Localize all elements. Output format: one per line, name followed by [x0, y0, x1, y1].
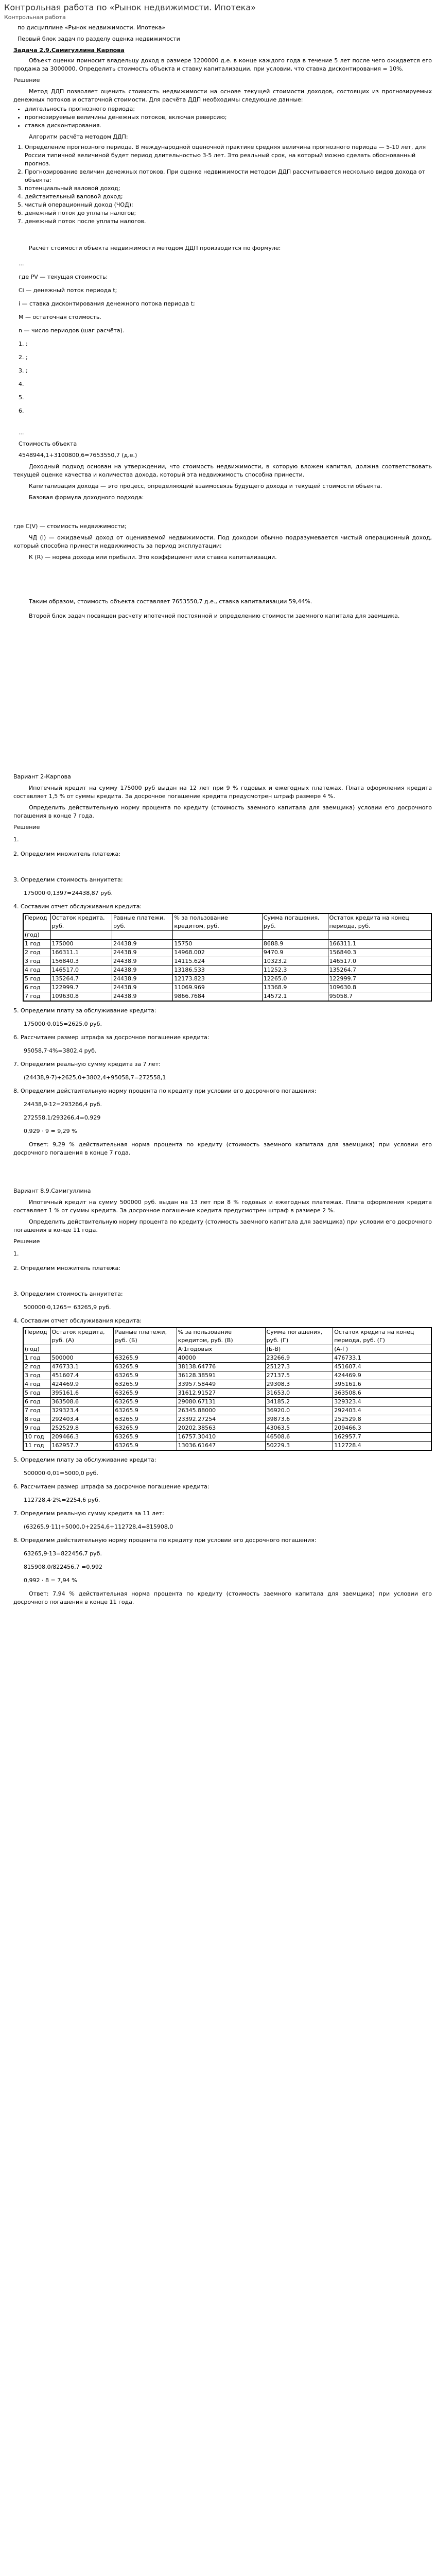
calc-step: 1. — [13, 1250, 19, 1257]
calc-value: 272558,1/293266,4=0,929 — [24, 1114, 101, 1121]
table-cell: 156840.3 — [328, 948, 431, 957]
table-cell: 12173.823 — [173, 975, 263, 984]
calc-step: 8. Определим действительную норму процента по кредиту при условии его досрочного погашения: — [13, 1088, 317, 1094]
calc-step: 2. Определим множитель платежа: — [13, 1265, 120, 1272]
table-cell: 476733.1 — [333, 1354, 431, 1363]
calc-step: 3. ; — [19, 367, 28, 374]
table-cell: 162957.7 — [333, 1433, 431, 1442]
formula-placeholder: ... — [19, 260, 24, 267]
chod-line: ЧД (I) — ожидаемый доход от оцениваемой недвижимости. Под доходом обычно подразумевается чистый операционный доход, который способна принести недвижимость за период эксплуатации; — [13, 534, 432, 549]
table-subheader-row — [23, 1345, 431, 1354]
calc-value: 63265,9·13=822456,7 руб. — [24, 1550, 102, 1557]
table-cell: 63265.9 — [114, 1415, 177, 1424]
table-row — [23, 1371, 431, 1380]
list-item: 7. денежный поток после уплаты налогов. — [25, 217, 432, 226]
income-approach-text: Доходный подход основан на утверждении, что стоимость недвижимости, в которую вложен капитал, должна соответствовать текущей оценке качества и количества дохода, который эта недвижимость способна принести. — [13, 463, 432, 478]
table-cell: 146517.0 — [328, 957, 431, 966]
table-cell: 33957.58449 — [177, 1380, 265, 1389]
table-cell: 4 год — [23, 966, 50, 975]
calc-step: 1. — [13, 836, 19, 843]
calc-step: 6. — [19, 408, 24, 414]
table-row — [23, 948, 431, 957]
task-text: Объект оценки приносит владельцу доход в размере 1200000 д.е. в конце каждого года в течение 5 лет после чего ожидается его продажа за 3000000. Определить стоимость объекта и ставку капитализации, при условии, что ставка дисконтирования = 10%. — [13, 57, 432, 72]
table-cell: 122999.7 — [328, 975, 431, 984]
table-cell: 63265.9 — [114, 1406, 177, 1415]
calc-step: 6. Рассчитаем размер штрафа за досрочное погашение кредита: — [13, 1034, 210, 1041]
table-cell: 135264.7 — [50, 975, 112, 984]
calc-step: 5. Определим плату за обслуживание кредита: — [13, 1007, 156, 1014]
table-cell: 5 год — [23, 975, 50, 984]
formula-vars — [19, 260, 432, 460]
table-row — [23, 966, 431, 975]
table-cell: 31612.91527 — [177, 1389, 265, 1398]
list-item: • ставка дисконтирования. — [25, 122, 432, 130]
table-cell: 10323.2 — [262, 957, 328, 966]
table-cell: 162957.7 — [50, 1442, 114, 1451]
table-cell: 1 год — [23, 1354, 50, 1363]
table-cell: 9 год — [23, 1424, 50, 1433]
list-item: 3. потенциальный валовой доход; — [25, 184, 432, 193]
list-item: 5. чистый операционный доход (ЧОД); — [25, 201, 432, 209]
formula-label: Расчёт стоимости объекта недвижимости методом ДДП производится по формуле: — [29, 245, 281, 251]
table-row — [23, 1398, 431, 1406]
table-cell: 29308.3 — [265, 1380, 333, 1389]
table-cell — [112, 931, 172, 940]
table-header-cell: Остаток кредита на конец периода, руб. — [328, 913, 431, 931]
calc-value: 95058,7·4%=3802,4 руб. — [24, 1047, 97, 1054]
table-cell: 209466.3 — [50, 1433, 114, 1442]
cost-label: Стоимость объекта — [19, 440, 77, 447]
table-cell: 329323.4 — [333, 1398, 431, 1406]
table-cell — [328, 931, 431, 940]
variant-heading: Вариант 2-Карпова — [13, 773, 71, 780]
table-cell: 156840.3 — [50, 957, 112, 966]
table-cell: 36128.38591 — [177, 1371, 265, 1380]
table-cell: 6 год — [23, 1398, 50, 1406]
table-cell: 10 год — [23, 1433, 50, 1442]
second-block-intro: Второй блок задач посвящен расчету ипотечной постоянной и определению стоимости заемного капитала для заемщика. — [29, 613, 400, 619]
table-row — [23, 1380, 431, 1389]
table-header-cell: % за пользование кредитом, руб. (В) — [177, 1328, 265, 1345]
variant-question: Определить действительную норму процента по кредиту (стоимость заемного капитала для заемщика) условии его досрочного погашения в конце 7 года. — [13, 804, 432, 819]
block-line: Первый блок задач по разделу оценка недвижимости — [18, 36, 180, 42]
variant-2-section — [13, 773, 432, 1157]
table-cell: 34185.2 — [265, 1398, 333, 1406]
variant-text: Ипотечный кредит на сумму 500000 руб. выдан на 13 лет при 8 % годовых и ежегодных платежах. Плата оформления кредита составляет 1 % от суммы кредита. За досрочное погашение кредита предусмотрен штраф в размере 2 %. — [13, 1199, 432, 1214]
table-cell: 63265.9 — [114, 1354, 177, 1363]
table-cell: 7 год — [23, 1406, 50, 1415]
table-header-cell: Равные платежи, руб. — [112, 913, 172, 931]
calc-step: 4. Составим отчет обслуживания кредита: — [13, 903, 142, 910]
table-cell: 6 год — [23, 984, 50, 992]
table-cell: 14968.002 — [173, 948, 263, 957]
table-cell: 63265.9 — [114, 1371, 177, 1380]
table-cell: 1 год — [23, 940, 50, 948]
table-cell: 329323.4 — [50, 1406, 114, 1415]
table-header-cell: Период — [23, 1328, 50, 1345]
discipline-line: по дисциплине «Рынок недвижимости. Ипотека» — [18, 24, 166, 31]
table-cell: 500000 — [50, 1354, 114, 1363]
table-cell: 14115.624 — [173, 957, 263, 966]
variant-text: Ипотечный кредит на сумму 175000 руб выдан на 12 лет при 9 % годовых и ежегодных платежах. Плата оформления кредита составляет 1,5 % от суммы кредита. За досрочное погашение кредита предусмотрен штраф размере 4 %. — [13, 785, 432, 800]
table-header-cell: Остаток кредита, руб. (А) — [50, 1328, 114, 1345]
table-cell: 31653.0 — [265, 1389, 333, 1398]
table-cell: А·1годовых — [177, 1345, 265, 1354]
calc-step: 4. Составим отчет обслуживания кредита: — [13, 1317, 142, 1324]
variant-question: Определить действительную норму процента по кредиту (стоимость заемного капитала для заемщика) при условии его досрочного погашения в конце 11 года. — [13, 1218, 432, 1233]
table-cell: 292403.4 — [50, 1415, 114, 1424]
list-item: 2. Прогнозирование величин денежных потоков. При оценке недвижимости методом ДДП рассчитывается несколько видов дохода от объекта: — [25, 168, 432, 184]
table-cell: 209466.3 — [333, 1424, 431, 1433]
table-cell: 2 год — [23, 948, 50, 957]
table-cell: 38138.64776 — [177, 1363, 265, 1371]
table-row — [23, 1424, 431, 1433]
algo-steps — [13, 143, 432, 226]
table-header-cell: Сумма погашения, руб. — [262, 913, 328, 931]
calc-step: 6. Рассчитаем размер штрафа за досрочное погашение кредита: — [13, 1483, 210, 1490]
calc-value: (24438,9·7)+2625,0+3802,4+95058,7=272558,1 — [24, 1074, 166, 1081]
table-header-cell: Остаток кредита, руб. — [50, 913, 112, 931]
list-item: • длительность прогнозного периода; — [25, 105, 432, 113]
table-cell: 166311.1 — [328, 940, 431, 948]
ddp-intro: Метод ДДП позволяет оценить стоимость недвижимости на основе текущей стоимости доходов, состоящих из прогнозируемых денежных потоков и остаточной стоимости. Для расчёта ДДП необходимы следующие данные: — [13, 88, 432, 103]
table-row — [23, 1415, 431, 1424]
table-row — [23, 1363, 431, 1371]
calc-value: 112728,4·2%=2254,6 руб. — [24, 1497, 100, 1503]
cost-value: 4548944,1+3100800,6=7653550,7 (д.е.) — [19, 452, 137, 459]
table-cell: 7 год — [23, 992, 50, 1002]
calc-step: 5. Определим плату за обслуживание кредита: — [13, 1456, 156, 1463]
calc-value: 175000·0,015=2625,0 руб. — [24, 1021, 102, 1027]
table-cell: 24438.9 — [112, 966, 172, 975]
table-cell: 451607.4 — [50, 1371, 114, 1380]
table-cell: 29080.67131 — [177, 1398, 265, 1406]
table-cell: 63265.9 — [114, 1389, 177, 1398]
calc-step: 1. ; — [19, 341, 28, 347]
table-row — [23, 1406, 431, 1415]
calc-value: 24438,9·12=293266,4 руб. — [24, 1101, 102, 1108]
table-cell — [50, 931, 112, 940]
table-cell — [262, 931, 328, 940]
calc-step: 8. Определим действительную норму процента по кредиту при условии его досрочного погашения: — [13, 1537, 317, 1544]
answer-2: Ответ: 9,29 % действительная норма процента по кредиту (стоимость заемного капитала для заемщика) при условии его досрочного погашения в конце 7 года. — [13, 1141, 432, 1156]
table-cell: 24438.9 — [112, 992, 172, 1002]
table-cell: 50229.3 — [265, 1442, 333, 1451]
table-cell: 25127.3 — [265, 1363, 333, 1371]
list-item: 1. Определение прогнозного периода. В международной оценочной практике средняя величина прогнозного периода — 5-10 лет, для России типичной величиной будет период длительностью 3-5 лет. Это реальный срок, на который можно сделать обоснованный прогноз. — [25, 143, 432, 168]
table-cell: 39873.6 — [265, 1415, 333, 1424]
table-header-cell: Период — [23, 913, 50, 931]
calc-value: 815908,0/822456,7 =0,992 — [24, 1564, 102, 1570]
table-cell: 12265.0 — [262, 975, 328, 984]
calc-value: 0,992 · 8 = 7,94 % — [24, 1577, 77, 1584]
table-cell: 46508.6 — [265, 1433, 333, 1442]
table-cell: 122999.7 — [50, 984, 112, 992]
page-title: Контрольная работа по «Рынок недвижимости. Ипотека» — [4, 3, 256, 12]
solution-label: Решение — [13, 1238, 40, 1245]
intro-section — [13, 24, 432, 620]
table-cell: 363508.6 — [333, 1389, 431, 1398]
calc-value: 500000·0,01=5000,0 руб. — [24, 1470, 98, 1477]
table-cell: 363508.6 — [50, 1398, 114, 1406]
loan-schedule-table — [23, 913, 432, 1002]
table-row — [23, 975, 431, 984]
table-row — [23, 1442, 431, 1451]
table-cell: 24438.9 — [112, 940, 172, 948]
table-row — [23, 992, 431, 1002]
table-cell: 109630.8 — [50, 992, 112, 1002]
table-cell: 8688.9 — [262, 940, 328, 948]
table-cell: 95058.7 — [328, 992, 431, 1002]
table-cell: 16757.30410 — [177, 1433, 265, 1442]
table-row — [23, 1389, 431, 1398]
table-header-cell: Остаток кредита на конец периода, руб. (Г) — [333, 1328, 431, 1345]
calc-step: 5. — [19, 394, 24, 401]
table-header-row — [23, 913, 431, 931]
table-cell: 252529.8 — [50, 1424, 114, 1433]
table-cell: 9470.9 — [262, 948, 328, 957]
table-cell: 451607.4 — [333, 1363, 431, 1371]
table-row — [23, 1433, 431, 1442]
table-header-cell: % за пользование кредитом, руб. — [173, 913, 263, 931]
table-cell: 36920.0 — [265, 1406, 333, 1415]
table-header-row — [23, 1328, 431, 1345]
table-cell: 395161.6 — [50, 1389, 114, 1398]
table-cell: 4 год — [23, 1380, 50, 1389]
table-cell: 24438.9 — [112, 975, 172, 984]
table-cell: 112728.4 — [333, 1442, 431, 1451]
solution-label: Решение — [13, 824, 40, 831]
table-cell: 40000 — [177, 1354, 265, 1363]
table-cell: 14572.1 — [262, 992, 328, 1002]
table-cell — [50, 1345, 114, 1354]
calc-step: 2. ; — [19, 354, 28, 361]
table-cell: (Б-В) — [265, 1345, 333, 1354]
table-cell: 63265.9 — [114, 1380, 177, 1389]
answer-1: Таким образом, стоимость объекта составляет 7653550,7 д.е., ставка капитализации 59,44%. — [29, 598, 312, 605]
calc-value: (63265,9·11)+5000,0+2254,6+112728,4=815908,0 — [24, 1523, 173, 1530]
table-cell: 63265.9 — [114, 1433, 177, 1442]
table-cell: 11252.3 — [262, 966, 328, 975]
table-cell: 424469.9 — [333, 1371, 431, 1380]
calc-value: 500000·0,1265= 63265,9 руб. — [24, 1304, 111, 1311]
table-cell: 146517.0 — [50, 966, 112, 975]
algo-label: Алгоритм расчёта методом ДДП: — [29, 133, 128, 140]
table-cell: 395161.6 — [333, 1380, 431, 1389]
table-cell: 13368.9 — [262, 984, 328, 992]
table-cell — [173, 931, 263, 940]
table-cell: 11 год — [23, 1442, 50, 1451]
table-cell: (А-Г) — [333, 1345, 431, 1354]
table-cell: 476733.1 — [50, 1363, 114, 1371]
table-cell: 292403.4 — [333, 1406, 431, 1415]
table-cell: 135264.7 — [328, 966, 431, 975]
table-cell: 13036.61647 — [177, 1442, 265, 1451]
table-cell: (год) — [23, 1345, 50, 1354]
table-row — [23, 940, 431, 948]
table-cell: 63265.9 — [114, 1442, 177, 1451]
task-heading: Задача 2.9.Самигуллина Карпова — [13, 47, 125, 54]
table-cell: 26345.88000 — [177, 1406, 265, 1415]
k-line: К (R) — норма дохода или прибыли. Это коэффициент или ставка капитализации. — [29, 554, 277, 561]
calc-step: 2. Определим множитель платежа: — [13, 851, 120, 857]
list-item: 6. денежный поток до уплаты налогов; — [25, 209, 432, 217]
calc-step: 4. — [19, 381, 24, 387]
loan-schedule-table — [23, 1327, 432, 1451]
page-subtitle: Контрольная работа — [4, 14, 66, 21]
table-header-cell: Сумма погашения, руб. (Г) — [265, 1328, 333, 1345]
calc-step: 3. Определим стоимость аннуитета: — [13, 876, 123, 883]
table-cell: 2 год — [23, 1363, 50, 1371]
calc-step: 7. Определим реальную сумму кредита за 7 лет: — [13, 1061, 161, 1067]
table-cell: (год) — [23, 931, 50, 940]
table-cell: 5 год — [23, 1389, 50, 1398]
table-cell: 8 год — [23, 1415, 50, 1424]
solution-label: Решение — [13, 77, 40, 83]
table-cell: 3 год — [23, 957, 50, 966]
table-cell: 20202.38563 — [177, 1424, 265, 1433]
table-cell: 43063.5 — [265, 1424, 333, 1433]
var-line: Ci — денежный поток периода t; — [19, 287, 117, 294]
var-line: где PV — текущая стоимость; — [19, 274, 108, 280]
variant-heading: Вариант 8.9,Самигуллина — [13, 1188, 91, 1194]
base-formula-label: Базовая формула доходного подхода: — [29, 494, 144, 501]
table-cell: 11069.969 — [173, 984, 263, 992]
table-cell: 63265.9 — [114, 1398, 177, 1406]
formula-placeholder: ... — [19, 429, 24, 436]
capitalization-text: Капитализация дохода — это процесс, определяющий взаимосвязь будущего дохода и текущей стоимости объекта. — [29, 483, 382, 489]
var-line: M — остаточная стоимость. — [19, 314, 101, 320]
document-page — [4, 0, 432, 1606]
table-cell: 23392.27254 — [177, 1415, 265, 1424]
table-row — [23, 984, 431, 992]
table-cell: 24438.9 — [112, 957, 172, 966]
table-cell: 9866.7684 — [173, 992, 263, 1002]
table-subheader-row — [23, 931, 431, 940]
var-line: i — ставка дисконтирования денежного потока периода t; — [19, 300, 195, 307]
variant-8-section — [13, 1187, 432, 1606]
ddp-bullets — [13, 105, 432, 130]
table-cell: 109630.8 — [328, 984, 431, 992]
table-cell: 252529.8 — [333, 1415, 431, 1424]
calc-value: 175000·0,1397=24438,87 руб. — [24, 890, 113, 896]
table-cell: 3 год — [23, 1371, 50, 1380]
table-cell: 27137.5 — [265, 1371, 333, 1380]
table-row — [23, 1354, 431, 1363]
table-cell: 166311.1 — [50, 948, 112, 957]
calc-step: 7. Определим реальную сумму кредита за 11 лет: — [13, 1510, 164, 1517]
table-cell: 24438.9 — [112, 948, 172, 957]
table-row — [23, 957, 431, 966]
table-cell: 15750 — [173, 940, 263, 948]
table-cell: 13186.533 — [173, 966, 263, 975]
calc-step: 3. Определим стоимость аннуитета: — [13, 1291, 123, 1297]
table-cell: 63265.9 — [114, 1363, 177, 1371]
answer-8: Ответ: 7,94 % действительная норма процента по кредиту (стоимость заемного капитала для заемщика) при условии его досрочного погашения в конце 11 года. — [13, 1590, 432, 1605]
table-header-cell: Равные платежи, руб. (Б) — [114, 1328, 177, 1345]
table-cell: 24438.9 — [112, 984, 172, 992]
calc-value: 0,929 · 9 = 9,29 % — [24, 1128, 77, 1134]
list-item: • прогнозируемые величины денежных потоков, включая реверсию; — [25, 113, 432, 122]
table-cell: 63265.9 — [114, 1424, 177, 1433]
where-line: где С(V) — стоимость недвижимости; — [13, 523, 127, 530]
table-cell — [114, 1345, 177, 1354]
var-line: n — число периодов (шаг расчёта). — [19, 327, 125, 334]
list-item: 4. действительный валовой доход; — [25, 193, 432, 201]
table-cell: 175000 — [50, 940, 112, 948]
table-cell: 23266.9 — [265, 1354, 333, 1363]
table-cell: 424469.9 — [50, 1380, 114, 1389]
